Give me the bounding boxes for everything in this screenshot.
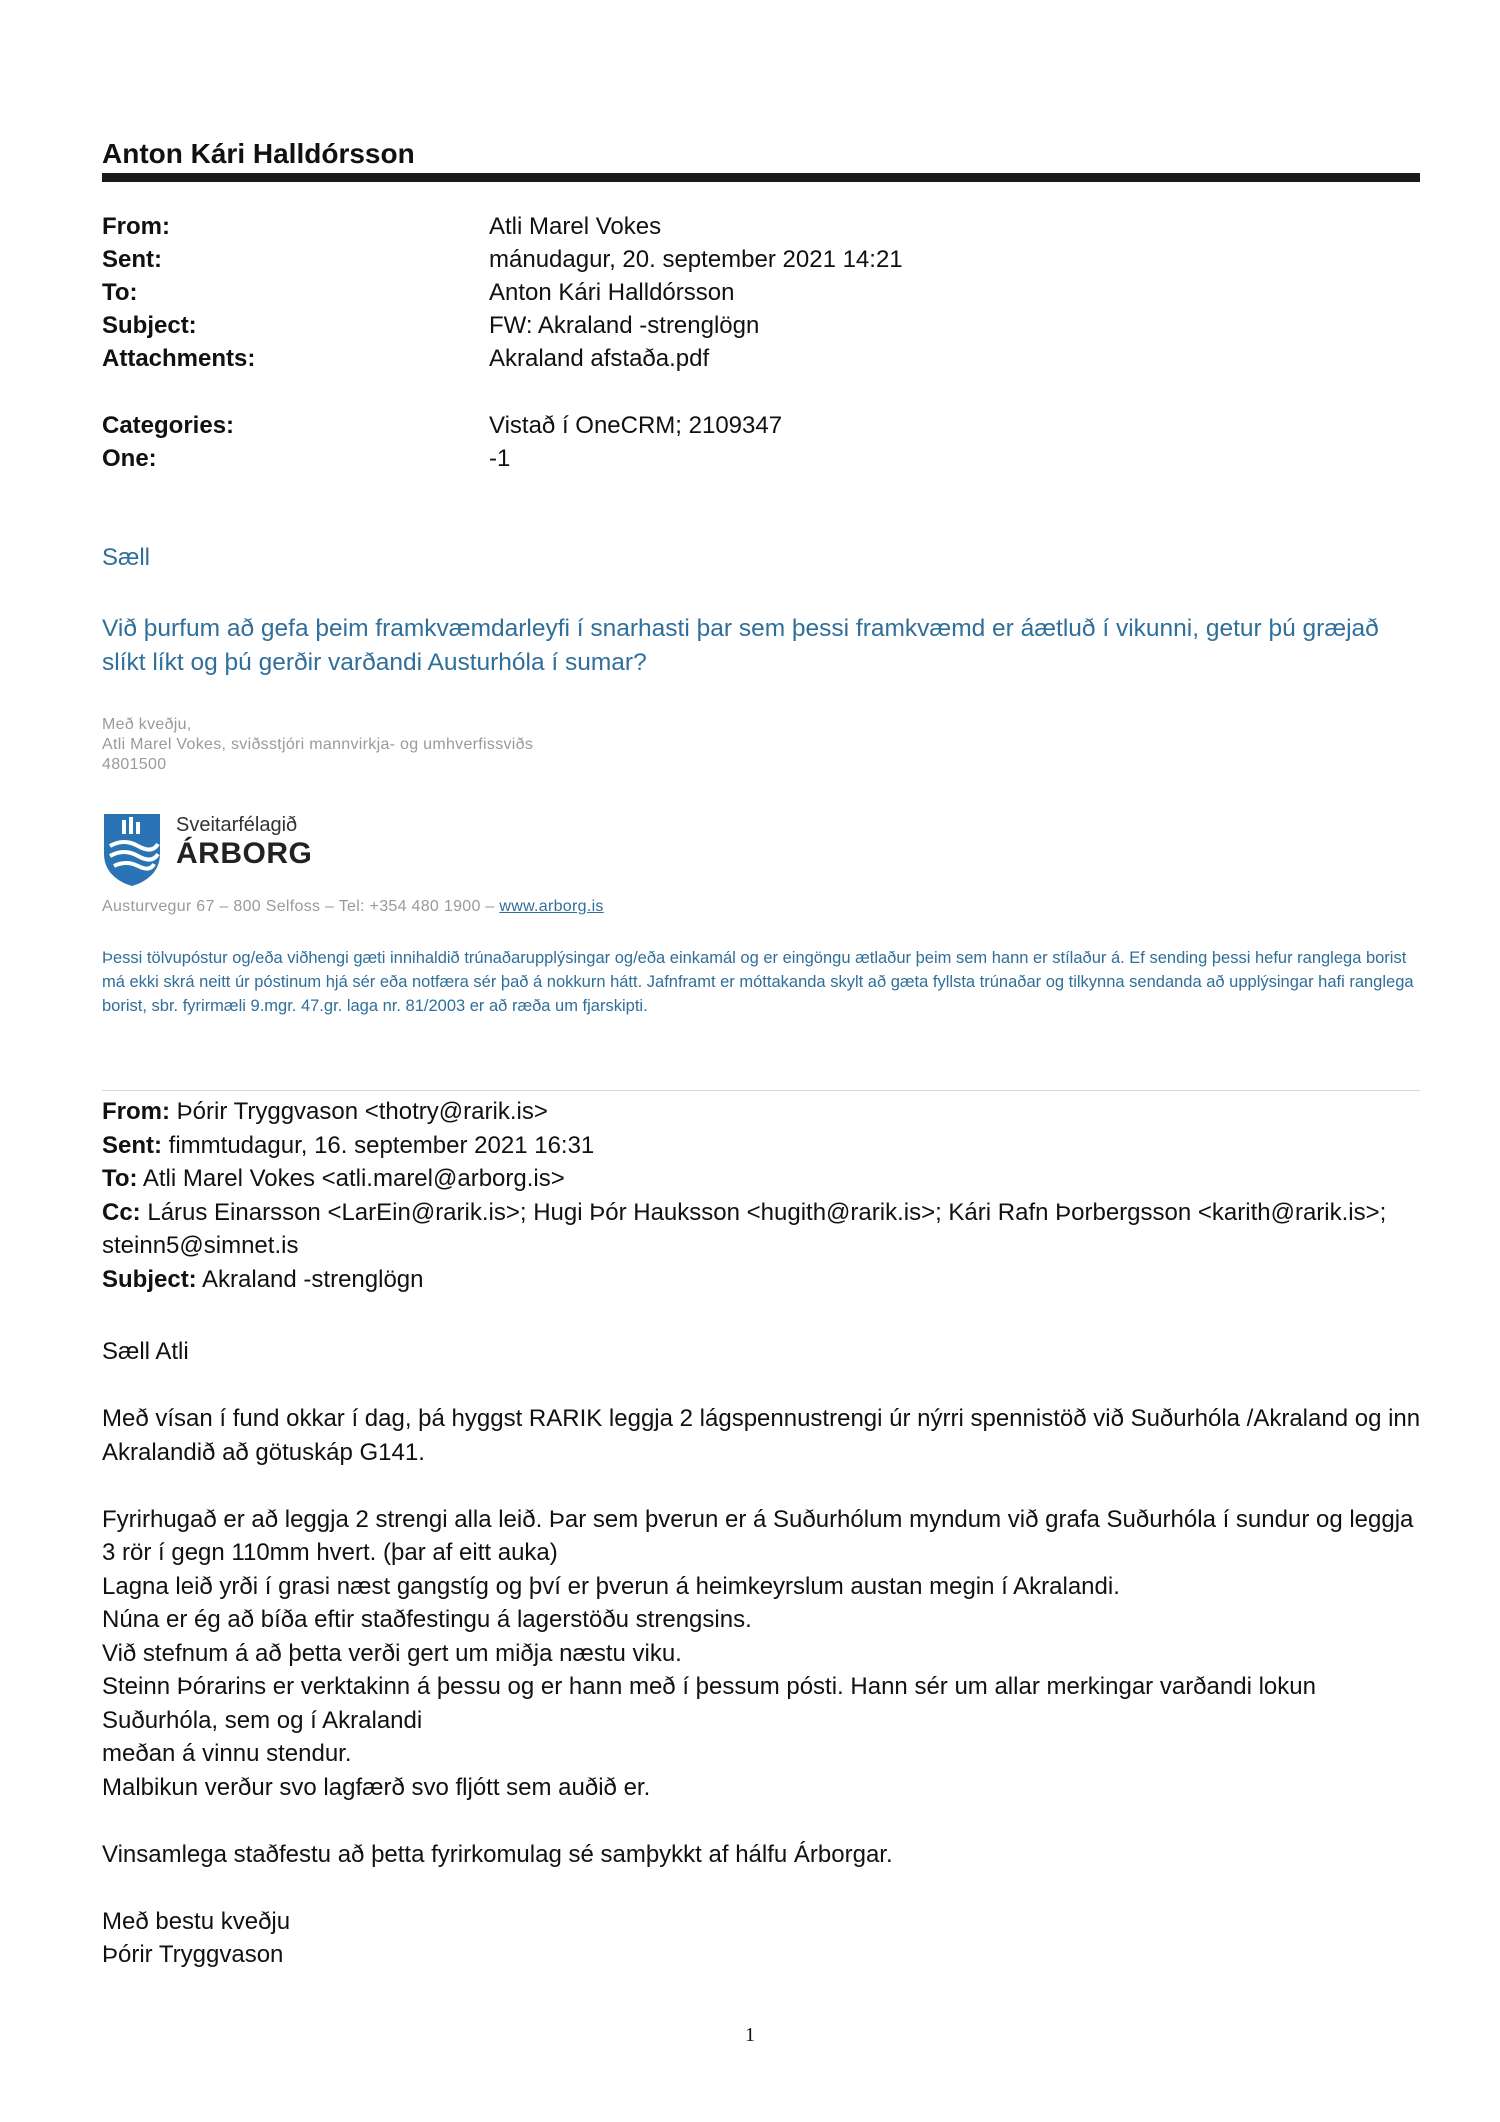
fwd-from-value: Þórir Tryggvason <thotry@rarik.is> (176, 1098, 548, 1125)
fwd-to-label: To: (102, 1165, 138, 1192)
fwd-paragraph: Vinsamlega staðfestu að þetta fyrirkomulag sé samþykkt af hálfu Árborgar. (102, 1840, 893, 1868)
logo-wordmark (176, 814, 312, 871)
fwd-sent-line (102, 1129, 1422, 1163)
fwd-subject-line (102, 1263, 1422, 1297)
fwd-paragraph: Malbikun verður svo lagfærð svo fljótt sem auðið er. (102, 1773, 651, 1801)
arborg-shield-logo (102, 812, 162, 888)
fwd-sent-value: fimmtudagur, 16. september 2021 16:31 (168, 1131, 595, 1159)
fwd-to-line (102, 1162, 1422, 1196)
header-label: Categories: (102, 412, 235, 439)
fwd-closing: Með bestu kveðju (102, 1907, 291, 1935)
header-label: To: (102, 279, 138, 306)
reply-paragraph: Við þurfum að gefa þeim framkvæmdarleyfi í snarhasti þar sem þessi framkvæmd er áætluð í vikunni, getur þú græjað slíkt líkt og þú gerðir varðandi Austurhóla í sumar? (102, 615, 1379, 676)
fwd-from-label: From: (102, 1098, 170, 1125)
fwd-paragraph: Með vísan í fund okkar í dag, þá hyggst RARIK leggja 2 lágspennustrengi úr nýrri spennistöð við Suðurhóla /Akraland og inn Akralandið að götuskáp G141. (102, 1405, 1421, 1466)
header-label: From: (102, 213, 170, 240)
fwd-cc-value: Lárus Einarsson <LarEin@rarik.is>; Hugi Þór Hauksson <hugith@rarik.is>; Kári Rafn Þorbergsson <karith@rarik.is>; steinn5@simnet.is (102, 1198, 1387, 1259)
fwd-cc-label: Cc: (102, 1198, 141, 1226)
fwd-greeting: Sæll Atli (102, 1338, 189, 1365)
reply-greeting: Sæll (102, 544, 151, 571)
header-value: FW: Akraland -strenglögn (489, 312, 760, 339)
fwd-paragraph: Núna er ég að bíða eftir staðfestingu á lagerstöðu strengsins. (102, 1606, 752, 1633)
fwd-subject-label: Subject: (102, 1265, 197, 1293)
logo-line2: ÁRBORG (176, 837, 313, 870)
header-label: Attachments: (102, 345, 256, 372)
address-text: Austurvegur 67 – 800 Selfoss – Tel: +354 480 1900 – (102, 898, 500, 915)
forwarded-body (102, 1335, 1422, 1972)
header-value: Anton Kári Halldórsson (489, 279, 735, 306)
website-link[interactable]: www.arborg.is (499, 898, 604, 915)
fwd-subject-value: Akraland -strenglögn (202, 1265, 424, 1293)
header-value: Atli Marel Vokes (489, 213, 662, 240)
fwd-cc-line (102, 1196, 1422, 1263)
header-label: Sent: (102, 246, 162, 273)
title-rule (102, 173, 1420, 182)
fwd-signature-name: Þórir Tryggvason (102, 1941, 284, 1968)
fwd-from-line (102, 1095, 1422, 1129)
signature-address (102, 898, 604, 916)
attachment-link[interactable]: Akraland afstaða.pdf (489, 345, 710, 372)
signature-name-title: Atli Marel Vokes, sviðsstjóri mannvirkja- og umhverfissviðs (102, 736, 534, 753)
signature-phone: 4801500 (102, 756, 167, 773)
fwd-paragraph: Við stefnum á að þetta verði gert um miðja næstu viku. (102, 1639, 682, 1667)
header-label: One: (102, 445, 157, 472)
header-value: mánudagur, 20. september 2021 14:21 (489, 246, 903, 273)
header-label: Subject: (102, 312, 197, 339)
confidentiality-disclaimer: Þessi tölvupóstur og/eða viðhengi gæti innihaldið trúnaðarupplýsingar og/eða einkamál og er eingöngu ætlaður þeim sem hann er stílaður á. Ef sending þessi hefur ranglega borist má ekki skrá neitt úr póstinum hjá sér eða notfæra sér það á nokkurn hátt. Jafnframt er móttakanda skylt að gæta fyllsta trúnaðar og tilkynna sendanda að upplýsingar hafi ranglega borist, sbr. fyrirmæli 9.mgr. 47.gr. laga nr. 81/2003 er að ræða um fjarskipti. (102, 949, 1414, 1015)
fwd-sent-label: Sent: (102, 1131, 162, 1159)
logo-line1: Sveitarfélagið (176, 814, 298, 836)
fwd-paragraph: Lagna leið yrði í grasi næst gangstíg og því er þverun á heimkeyrslum austan megin í Akralandi. (102, 1572, 1120, 1600)
fwd-paragraph: meðan á vinnu stendur. (102, 1740, 352, 1767)
fwd-paragraph: Steinn Þórarins er verktakinn á þessu og er hann með í þessum pósti. Hann sér um allar merkingar varðandi lokun Suðurhóla, sem og í Akralandi (102, 1673, 1316, 1734)
header-value: -1 (489, 445, 511, 472)
fwd-paragraph: Fyrirhugað er að leggja 2 strengi alla leið. Þar sem þverun er á Suðurhólum myndum við grafa Suðurhóla í sundur og leggja 3 rör í gegn 110mm hvert. (þar af eitt auka) (102, 1505, 1414, 1566)
fwd-to-value: Atli Marel Vokes <atli.marel@arborg.is> (142, 1165, 565, 1192)
header-value: Vistað í OneCRM; 2109347 (489, 412, 783, 439)
page-number: 1 (745, 2024, 755, 2046)
message-separator (102, 1090, 1420, 1091)
signature-block (102, 715, 533, 775)
owner-name: Anton Kári Halldórsson (102, 138, 415, 169)
forwarded-header (102, 1095, 1422, 1296)
signature-closing: Með kveðju, (102, 716, 192, 733)
